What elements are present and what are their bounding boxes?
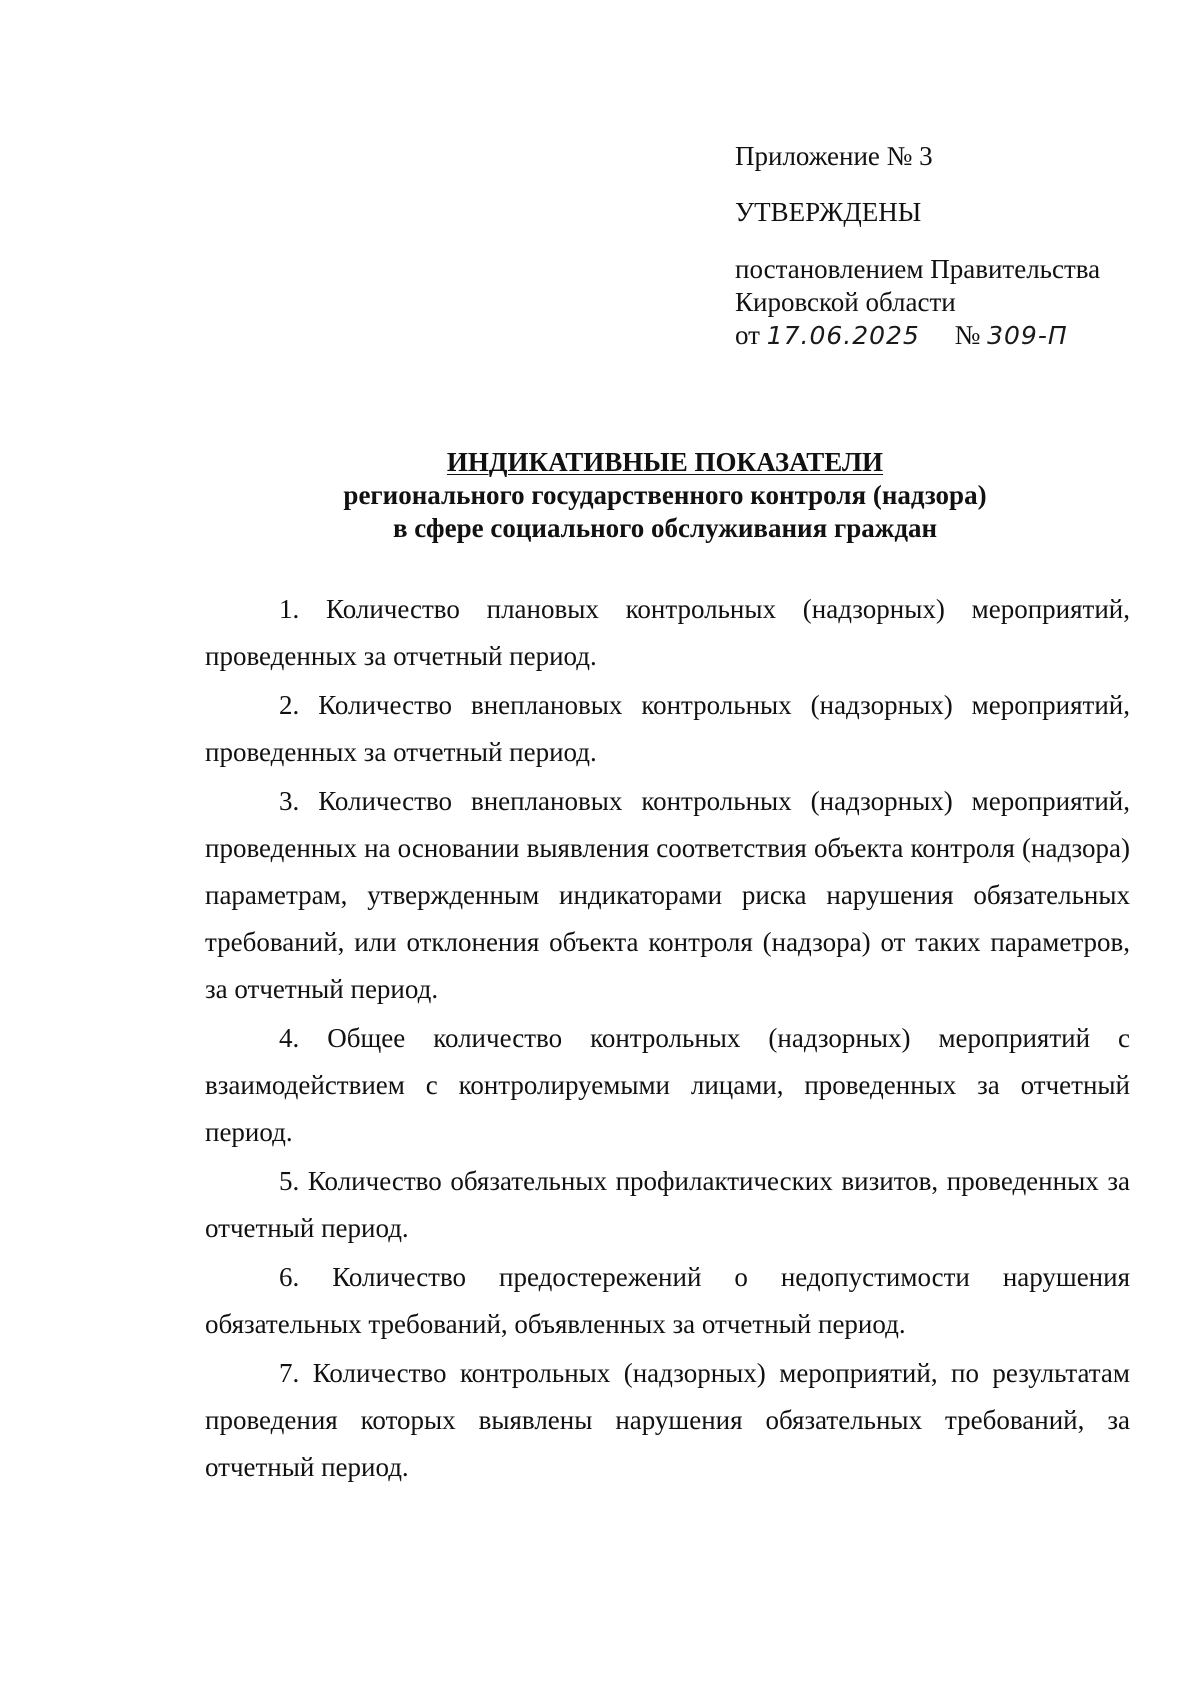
date-prefix: от <box>735 320 760 350</box>
approval-block <box>735 140 1155 352</box>
indicator-item-4: 4. Общее количество контрольных (надзорных) мероприятий с взаимодействием с контролируемыми лицами, проведенных за отчетный период. <box>205 1023 1130 1147</box>
document-title <box>200 446 1130 545</box>
title-line-2: регионального государственного контроля (надзора) <box>343 480 987 510</box>
indicator-item-3: 3. Количество внеплановых контрольных (надзорных) мероприятий, проведенных на основании выявления соответствия объекта контроля (надзора) параметрам, утвержденным индикаторами риска нарушения обязательных требований, или отклонения объекта контроля (надзора) от таких параметров, за отчетный период. <box>205 786 1130 1004</box>
number-prefix: № <box>954 320 981 350</box>
indicator-item-6: 6. Количество предостережений о недопустимости нарушения обязательных требований, объявленных за отчетный период. <box>205 1262 1130 1339</box>
appendix-label: Приложение № 3 <box>735 141 933 171</box>
indicator-item-1: 1. Количество плановых контрольных (надзорных) мероприятий, проведенных за отчетный период. <box>205 594 1130 671</box>
indicator-item-2: 2. Количество внеплановых контрольных (надзорных) мероприятий, проведенных за отчетный период. <box>205 690 1130 767</box>
handwritten-number: 309-П <box>987 321 1068 350</box>
approved-label: УТВЕРЖДЕНЫ <box>735 197 922 227</box>
title-main: ИНДИКАТИВНЫЕ ПОКАЗАТЕЛИ <box>446 447 884 477</box>
handwritten-date: 17.06.2025 <box>766 321 920 350</box>
indicator-item-5: 5. Количество обязательных профилактических визитов, проведенных за отчетный период. <box>205 1166 1130 1243</box>
indicator-item-7: 7. Количество контрольных (надзорных) мероприятий, по результатам проведения которых выявлены нарушения обязательных требований, за отчетный период. <box>205 1358 1130 1482</box>
indicator-list <box>205 586 1130 1493</box>
title-line-3: в сфере социального обслуживания граждан <box>392 513 938 543</box>
decree-date-number-line <box>735 319 1155 352</box>
decree-line-2: Кировской области <box>735 287 956 317</box>
decree-line-1: постановлением Правительства <box>735 254 1101 284</box>
